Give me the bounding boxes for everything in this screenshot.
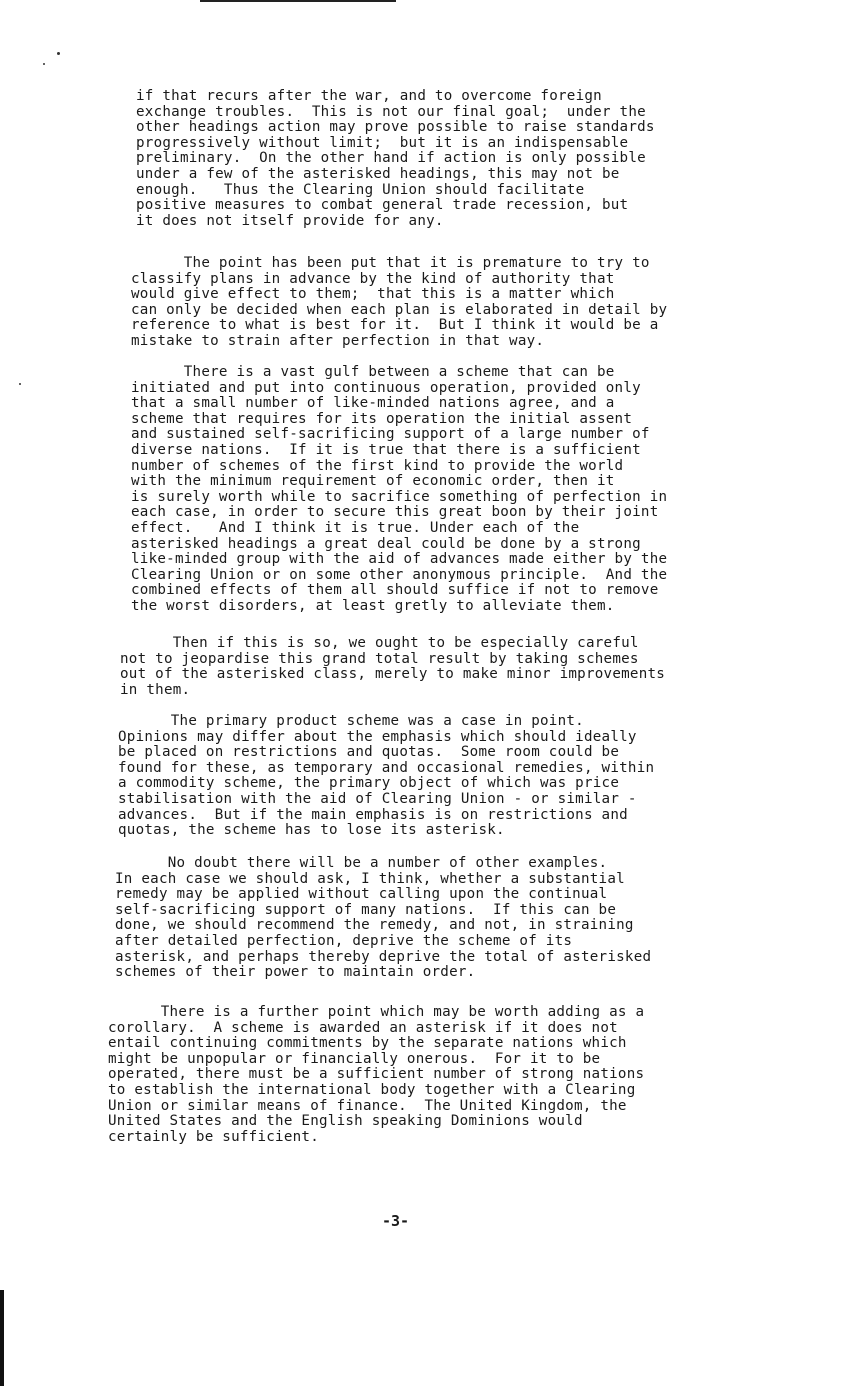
text-line: a commodity scheme, the primary object of which was price <box>118 775 620 792</box>
text-line: There is a further point which may be worth adding as a <box>108 1004 645 1020</box>
paragraph-4 <box>120 636 665 698</box>
text-line: combined effects of them all should suffice if not to remove <box>131 582 659 599</box>
paragraph-7 <box>108 1005 644 1145</box>
text-line: operated, there must be a sufficient number of strong nations <box>108 1066 645 1083</box>
text-line: asterisk, and perhaps thereby deprive the total of asterisked <box>115 948 652 965</box>
scan-edge-bar <box>0 1290 4 1386</box>
text-line: can only be decided when each plan is elaborated in detail by <box>131 301 668 318</box>
text-line: remedy may be applied without calling upon the continual <box>115 886 608 903</box>
text-line: would give effect to them; that this is a matter which <box>131 286 615 303</box>
text-line: it does not itself provide for any. <box>136 212 444 229</box>
text-line: out of the asterisked class, merely to make minor improvements <box>120 666 666 683</box>
text-line: certainly be sufficient. <box>108 1128 319 1145</box>
scan-speck <box>57 52 60 55</box>
text-line: There is a vast gulf between a scheme that can be <box>131 364 615 380</box>
text-line: after detailed perfection, deprive the scheme of its <box>115 932 573 949</box>
text-line: mistake to strain after perfection in that way. <box>131 332 545 349</box>
text-line: The point has been put that it is premature to try to <box>131 255 650 271</box>
text-line: classify plans in advance by the kind of authority that <box>131 270 615 287</box>
paragraph-5 <box>118 714 654 839</box>
scan-speck <box>19 383 21 385</box>
text-line: schemes of their power to maintain order. <box>115 964 476 981</box>
text-line: with the minimum requirement of economic order, then it <box>131 473 615 490</box>
text-line: effect. And I think it is true. Under each of the <box>131 519 580 536</box>
text-line: Clearing Union or on some other anonymous principle. And the <box>131 566 668 583</box>
paragraph-1 <box>136 89 655 229</box>
text-line: each case, in order to secure this great boon by their joint <box>131 504 659 521</box>
text-line: in them. <box>120 681 191 698</box>
text-line: found for these, as temporary and occasional remedies, within <box>118 759 655 776</box>
paragraph-2 <box>131 256 667 350</box>
text-line: quotas, the scheme has to lose its asterisk. <box>118 822 505 839</box>
scan-speck <box>43 63 45 65</box>
text-line: advances. But if the main emphasis is on restrictions and <box>118 806 628 823</box>
text-line: be placed on restrictions and quotas. Some room could be <box>118 744 620 761</box>
text-line: like-minded group with the aid of advances made either by the <box>131 551 668 568</box>
text-line: Then if this is so, we ought to be especially careful <box>120 635 639 651</box>
text-line: under a few of the asterisked headings, this may not be <box>136 165 620 182</box>
text-line: asterisked headings a great deal could be done by a strong <box>131 535 641 552</box>
text-line: stabilisation with the aid of Clearing Union - or similar - <box>118 790 637 807</box>
text-line: self-sacrificing support of many nations. If this can be <box>115 901 617 918</box>
text-line: not to jeopardise this grand total result by taking schemes <box>120 650 639 667</box>
text-line: done, we should recommend the remedy, and not, in straining <box>115 917 634 934</box>
text-line: No doubt there will be a number of other examples. <box>115 855 608 871</box>
text-line: The primary product scheme was a case in point. <box>118 713 584 729</box>
text-line: if that recurs after the war, and to overcome foreign <box>136 88 602 104</box>
text-line: Opinions may differ about the emphasis which should ideally <box>118 728 637 745</box>
text-line: and sustained self-sacrificing support of a large number of <box>131 426 650 443</box>
text-line: United States and the English speaking Dominions would <box>108 1113 583 1130</box>
text-line: that a small number of like-minded nations agree, and a <box>131 395 615 412</box>
text-line: scheme that requires for its operation the initial assent <box>131 410 633 427</box>
text-line: is surely worth while to sacrifice something of perfection in <box>131 488 668 505</box>
page-number: -3- <box>382 1212 410 1230</box>
text-line: entail continuing commitments by the separate nations which <box>108 1035 627 1052</box>
top-edge-rule <box>200 0 396 2</box>
paragraph-3 <box>131 365 667 615</box>
text-line: number of schemes of the first kind to provide the world <box>131 457 624 474</box>
text-line: the worst disorders, at least gretly to alleviate them. <box>131 597 615 614</box>
text-line: corollary. A scheme is awarded an asterisk if it does not <box>108 1019 618 1036</box>
text-line: reference to what is best for it. But I think it would be a <box>131 317 659 334</box>
text-line: diverse nations. If it is true that there is a sufficient <box>131 441 641 458</box>
text-line: progressively without limit; but it is an indispensable <box>136 134 629 151</box>
text-line: might be unpopular or financially onerous. For it to be <box>108 1050 601 1067</box>
text-line: In each case we should ask, I think, whether a substantial <box>115 870 625 887</box>
paragraph-6 <box>115 856 651 981</box>
text-line: other headings action may prove possible to raise standards <box>136 119 655 136</box>
text-line: positive measures to combat general trade recession, but <box>136 197 629 214</box>
text-line: enough. Thus the Clearing Union should facilitate <box>136 181 585 198</box>
text-line: initiated and put into continuous operation, provided only <box>131 379 641 396</box>
text-line: exchange troubles. This is not our final goal; under the <box>136 103 646 120</box>
text-line: preliminary. On the other hand if action is only possible <box>136 150 646 167</box>
text-line: Union or similar means of finance. The United Kingdom, the <box>108 1097 627 1114</box>
text-line: to establish the international body together with a Clearing <box>108 1081 636 1098</box>
